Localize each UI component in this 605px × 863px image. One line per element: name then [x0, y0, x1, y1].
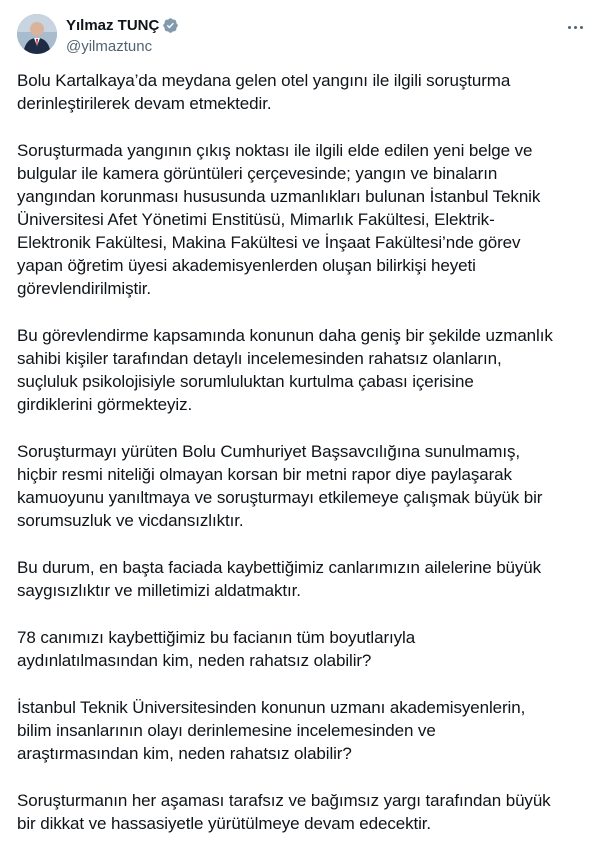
tweet-paragraph: Bu görevlendirme kapsamında konunun daha geniş bir şekilde uzmanlık sahibi kişiler tarafından detaylı incelemesinden rahatsız olanların, suçluluk psikolojisiyle sorumluluktan kurtulma çabası içerisine girdiklerini görmekteyiz. — [17, 326, 553, 414]
author-block — [66, 15, 179, 55]
tweet-paragraph: Bolu Kartalkaya’da meydana gelen otel yangını ile ilgili soruşturma derinleştirilerek devam etmektedir. — [17, 71, 511, 113]
author-display-name[interactable]: Yılmaz TUNÇ — [66, 16, 160, 34]
tweet-paragraph: Bu durum, en başta faciada kaybettiğimiz canlarımızın ailelerine büyük saygısızlıktır ve milletimizi aldatmaktır. — [17, 558, 542, 600]
verified-badge-icon — [162, 17, 179, 34]
tweet-paragraph: Soruşturmanın her aşaması tarafsız ve bağımsız yargı tarafından büyük bir dikkat ve hassasiyetle yürütülmeye devam edecektir. — [17, 791, 551, 833]
avatar[interactable] — [17, 14, 57, 54]
tweet-header — [0, 0, 605, 68]
tweet-paragraph: Soruşturmayı yürüten Bolu Cumhuriyet Başsavcılığına sunulmamış, hiçbir resmi niteliği olmayan korsan bir metni rapor diye paylaşarak kamuoyunu yanıltmaya ve soruşturmayı etkilemeye çalışmak büyük bir sorumsuzluk ve vicdansızlıktır. — [17, 442, 543, 530]
tweet-paragraph: Soruşturmada yangının çıkış noktası ile ilgili elde edilen yeni belge ve bulgular ile kamera görüntüleri çerçevesinde; yangın ve binaların yangından korunması hususunda uzmanlıkları bulunan İstanbul Teknik Üniversitesi Afet Yönetimi Enstitüsü, Mimarlık Fakültesi, Elektrik- Elektronik Fakültesi, Makina Fakültesi ve İnşaat Fakültesi’nde görev yapan öğretim üyesi akademisyenlerden oluşan bilirkişi heyeti görevlendirilmiştir. — [17, 141, 541, 298]
tweet-paragraph: İstanbul Teknik Üniversitesinden konunun uzmanı akademisyenlerin, bilim insanlarının olayı derinlemesine incelemesinden ve araştırmasından kim, neden rahatsız olabilir? — [17, 698, 526, 763]
tweet-text — [17, 69, 592, 859]
author-handle[interactable]: @yilmaztunc — [66, 38, 153, 55]
tweet-paragraph: 78 canımızı kaybettiğimiz bu facianın tüm boyutlarıyla aydınlatılmasından kim, neden rahatsız olabilir? — [17, 628, 416, 670]
more-dots-icon[interactable] — [563, 18, 587, 36]
